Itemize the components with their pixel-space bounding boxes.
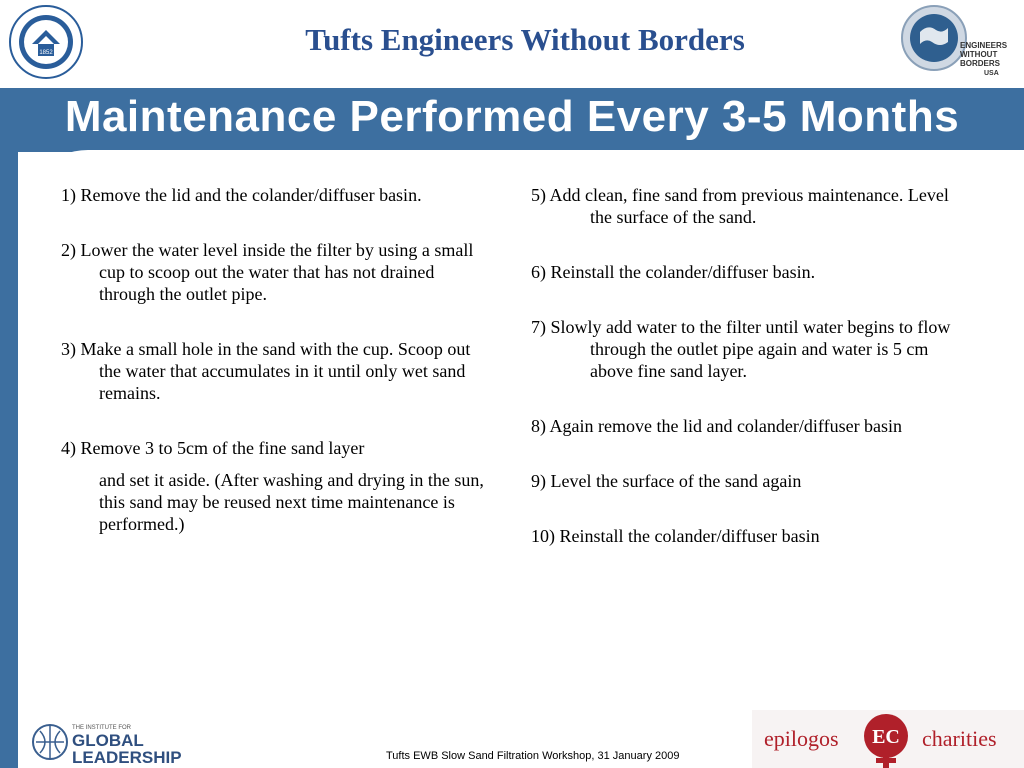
step-10: 10) Reinstall the colander/diffuser basin [531, 526, 820, 546]
gl-logo-small-text: THE INSTITUTE FOR [72, 725, 131, 731]
step-4-continuation: and set it aside. (After washing and drying in the sun, this sand may be reused next time maintenance is performed.) [99, 470, 484, 534]
ep-logo-mark: EC [872, 726, 900, 748]
step-6: 6) Reinstall the colander/diffuser basin. [531, 262, 816, 282]
step-7: 7) Slowly add water to the filter until water begins to flow through the outlet pipe again and water is 5 cm above fine sand layer. [531, 317, 951, 381]
gl-logo-line-2: LEADERSHIP [72, 748, 182, 766]
step-2: 2) Lower the water level inside the filter by using a small cup to scoop out the water that has not drained through the outlet pipe. [61, 240, 474, 304]
step-1: 1) Remove the lid and the colander/diffuser basin. [61, 185, 422, 205]
ewb-logo-line-4: USA [984, 70, 999, 77]
ep-logo-left-text: epilogos [764, 726, 839, 751]
step-9: 9) Level the surface of the sand again [531, 471, 802, 491]
ewb-logo-line-2: WITHOUT [960, 50, 998, 59]
ewb-usa-logo [898, 2, 1008, 84]
left-accent-bar [0, 88, 18, 768]
ewb-logo-line-1: ENGINEERS [960, 41, 1008, 50]
ewb-logo-line-3: BORDERS [960, 59, 1001, 68]
step-3: 3) Make a small hole in the sand with the cup. Scoop out the water that accumulates in it until only wet sand remains. [61, 339, 471, 403]
organization-title: Tufts Engineers Without Borders [305, 22, 745, 57]
ep-logo-right-text: charities [922, 726, 997, 751]
gl-logo-line-1: GLOBAL [72, 731, 144, 750]
step-5: 5) Add clean, fine sand from previous maintenance. Level the surface of the sand. [531, 185, 949, 227]
global-leadership-logo [30, 718, 210, 766]
tufts-seal-logo [8, 4, 84, 80]
epilogos-charities-logo [752, 710, 1024, 768]
steps-left-column [61, 184, 491, 535]
footer-caption: Tufts EWB Slow Sand Filtration Workshop, 31 January 2009 [386, 750, 680, 762]
slide-title: Maintenance Performed Every 3-5 Months [64, 92, 960, 141]
step-8: 8) Again remove the lid and colander/diffuser basin [531, 416, 903, 436]
steps-right-column [531, 184, 971, 580]
step-4: 4) Remove 3 to 5cm of the fine sand layer [61, 438, 365, 458]
seal-year: 1852 [39, 50, 53, 56]
